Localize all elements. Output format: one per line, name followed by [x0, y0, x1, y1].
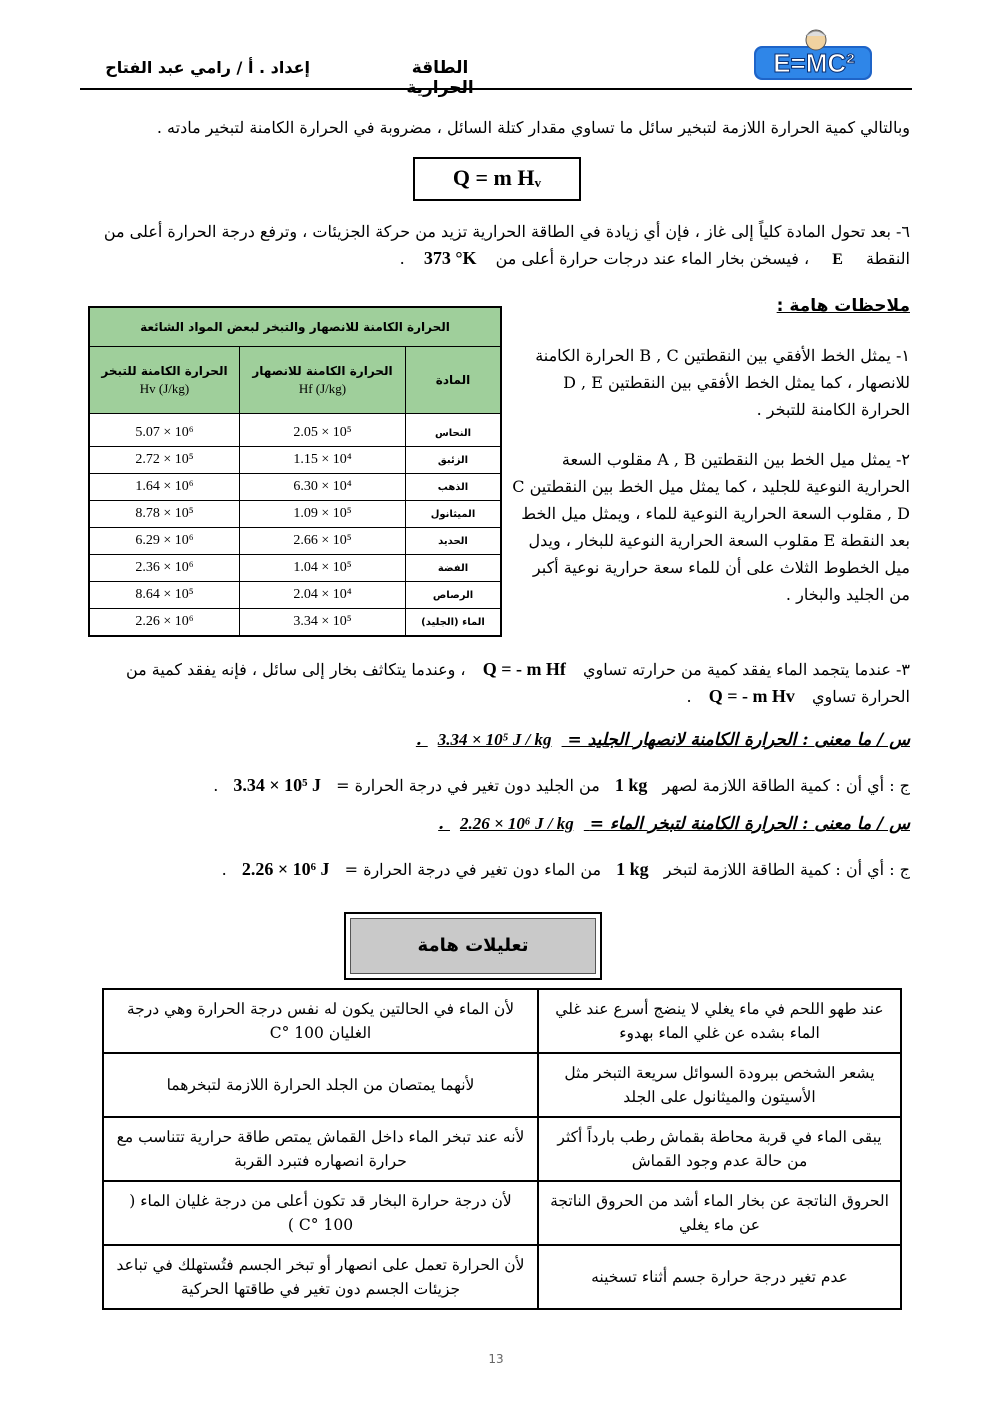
point-6-text: ٦- بعد تحول المادة كلياً إلى غاز ، فإن أي زيادة في الطاقة الحرارية تزيد من حركة الجزيئات ، وترفع درجة الحرارة أعلى من النقطة [103, 222, 910, 268]
cell-reason: لأنهما يمتصان من الجلد الحرارة اللازمة لتبخرهما [103, 1053, 538, 1117]
cell-phenomenon: عدم تغير درجة حرارة جسم أثناء تسخينه [538, 1245, 901, 1309]
einstein-emc2-logo [752, 28, 880, 84]
cell-fusion: 2.05 × 10⁵ [239, 414, 405, 447]
reasons-title: تعليلات هامة [350, 918, 596, 974]
intro-paragraph: وبالتالي كمية الحرارة اللازمة لتبخير سائل ما تساوي مقدار كتلة السائل ، مضروبة في الحرارة الكامنة لتبخير مادته . [156, 118, 910, 137]
cell-vapor: 5.07 × 10⁶ [89, 414, 239, 447]
cell-vapor: 2.36 × 10⁶ [89, 555, 239, 582]
table-row [89, 447, 501, 474]
reason-row [103, 1181, 901, 1245]
cell-material: النحاس [406, 414, 502, 447]
cell-material: الفضة [406, 555, 502, 582]
answer-1: ج : أي أن : كمية الطاقة اللازمة لصهر 1 kg من الجليد دون تغير في درجة الحرارة = 3.34 × 10⁵ J . [213, 775, 910, 795]
table-row [89, 528, 501, 555]
cell-material: الرصاص [406, 582, 502, 609]
header-divider [80, 88, 912, 90]
cell-material: الذهب [406, 474, 502, 501]
notes-title: ملاحظات هامة : [776, 296, 910, 316]
cell-fusion: 1.04 × 10⁵ [239, 555, 405, 582]
reasons-banner [344, 912, 602, 980]
note-2: ٢- يمثل ميل الخط بين النقطتين A , B مقلوب السعة الحرارية النوعية للجليد ، كما يمثل ميل الخط بين النقطتين C , D مقلوب السعة الحرارية النوعية للماء ، ويمثل ميل الخط بعد النقطة E مقلوب السعة الحرارية النوعية للبخار ، ويدل ميل الخطوط الثلاث على أن للماء سعة حرارية نوعية أكبر من الجليد والبخار . [512, 450, 910, 604]
table-row [89, 582, 501, 609]
cell-reason: لأنه عند تبخر الماء داخل القماش يمتص طاقة حرارية تتناسب مع حرارة انصهاره فتبرد القربة [103, 1117, 538, 1181]
table-row [89, 414, 501, 447]
header-material: المادة [406, 347, 502, 414]
question-1-value: 3.34 × 10⁵ J / kg [437, 730, 552, 749]
question-1-text: س / ما معنى : الحرارة الكامنة لانصهار الجليد = [567, 730, 910, 750]
header-fusion-unit: Hf (J/kg) [298, 381, 347, 396]
answer-1-rest: من الجليد دون تغير في درجة الحرارة = [336, 776, 600, 795]
answer-1-text: ج : أي أن : كمية الطاقة اللازمة لصهر [662, 776, 910, 795]
point-e: E [832, 251, 843, 268]
cell-phenomenon: الحروق الناتجة عن بخار الماء أشد من الحروق الناتجة عن ماء يغلي [538, 1181, 901, 1245]
table-row [89, 609, 501, 637]
cell-phenomenon: يشعر الشخص ببرودة السوائل سريعة التبخر مثل الأسيتون والميثانول على الجلد [538, 1053, 901, 1117]
cell-reason: لأن درجة حرارة البخار قد تكون أعلى من درجة غليان الماء ( 100 °C ) [103, 1181, 538, 1245]
question-2-value: 2.26 × 10⁶ J / kg [459, 814, 574, 833]
cell-vapor: 6.29 × 10⁶ [89, 528, 239, 555]
cell-phenomenon: يبقى الماء في قربة محاطة بقماش رطب بارداً أكثر من حالة عدم وجود القماش [538, 1117, 901, 1181]
cell-material: الزئبق [406, 447, 502, 474]
table-row [89, 474, 501, 501]
cell-phenomenon: عند طهو اللحم في ماء يغلي لا ينضج أسرع عند غلي الماء بشده عن غلي الماء بهدوء [538, 989, 901, 1053]
logo-text: E=MC² [773, 48, 855, 78]
note-3-formula-2: Q = - m Hv [708, 686, 795, 706]
header-vapor-unit: Hv (J/kg) [139, 381, 190, 396]
formula-box: Q = m Hᵥ [413, 157, 581, 201]
cell-vapor: 8.64 × 10⁵ [89, 582, 239, 609]
note-3-text-a: ٣- عندما يتجمد الماء يفقد كمية من حرارته تساوي [583, 660, 910, 679]
answer-2: ج : أي أن : كمية الطاقة اللازمة لتبخر 1 kg من الماء دون تغير في درجة الحرارة = 2.26 × 10⁶ J . [221, 859, 910, 879]
cell-fusion: 2.04 × 10⁴ [239, 582, 405, 609]
cell-material: الماء (الجليد) [406, 609, 502, 637]
reasons-body [103, 989, 901, 1309]
question-1: س / ما معنى : الحرارة الكامنة لانصهار الجليد = 3.34 × 10⁵ J / kg . [415, 730, 910, 750]
point-6-paragraph [100, 218, 910, 273]
cell-fusion: 6.30 × 10⁴ [239, 474, 405, 501]
point-6-text-2: ، فيسخن بخار الماء عند درجات حرارة أعلى من [495, 249, 810, 268]
logo [752, 28, 880, 84]
note-3 [100, 656, 910, 710]
cell-vapor: 2.26 × 10⁶ [89, 609, 239, 637]
header-fusion [239, 347, 405, 414]
cell-reason: لأن الماء في الحالتين يكون له نفس درجة الحرارة وهي درجة الغليان 100 °C [103, 989, 538, 1053]
temperature-value: 373 °K [423, 248, 477, 268]
header-author: إعداد . أ / رامي عبد الفتاح [105, 58, 310, 77]
reason-row [103, 1117, 901, 1181]
header-title: الطاقة الحرارية [406, 58, 474, 98]
header-fusion-label: الحرارة الكامنة للانصهار [252, 364, 393, 378]
cell-fusion: 2.66 × 10⁵ [239, 528, 405, 555]
note-3-end: . [686, 687, 692, 706]
cell-reason: لأن الحرارة تعمل على انصهار أو تبخر الجسم فتُستهلك في تباعد جزيئات الجسم دون تغير في طاقتها الحركية [103, 1245, 538, 1309]
table-row [89, 501, 501, 528]
cell-fusion: 1.15 × 10⁴ [239, 447, 405, 474]
answer-2-rest: من الماء دون تغير في درجة الحرارة = [344, 860, 602, 879]
cell-fusion: 3.34 × 10⁵ [239, 609, 405, 637]
cell-material: الميثانول [406, 501, 502, 528]
note-3-formula-1: Q = - m Hf [482, 659, 566, 679]
answer-2-value: 2.26 × 10⁶ J [241, 859, 330, 879]
answer-1-value: 3.34 × 10⁵ J [233, 775, 322, 795]
cell-material: الحديد [406, 528, 502, 555]
cell-fusion: 1.09 × 10⁵ [239, 501, 405, 528]
reasons-table [102, 988, 902, 1310]
header-vapor-label: الحرارة الكامنة للتبخر [101, 364, 228, 378]
note-1: ١- يمثل الخط الأفقي بين النقطتين B , C الحرارة الكامنة للانصهار ، كما يمثل الخط الأفقي بين النقطتين D , E الحرارة الكامنة للتبخر . [535, 346, 910, 419]
answer-2-mass: 1 kg [616, 859, 649, 879]
point-6-end: . [399, 249, 405, 268]
page-number: 13 [488, 1352, 504, 1366]
cell-vapor: 8.78 × 10⁵ [89, 501, 239, 528]
reason-row [103, 1053, 901, 1117]
question-2-text: س / ما معنى : الحرارة الكامنة لتبخر الماء = [589, 814, 910, 834]
note-3-text-b: ، وعندما يتكاثف بخار إلى سائل ، فإنه يفقد كمية من الحرارة تساوي [125, 660, 910, 706]
cell-vapor: 1.64 × 10⁶ [89, 474, 239, 501]
latent-heat-table [88, 306, 502, 637]
answer-1-mass: 1 kg [614, 775, 648, 795]
table-caption: الحرارة الكامنة للانصهار والتبخر لبعض المواد الشائعة [89, 307, 501, 347]
answer-2-text: ج : أي أن : كمية الطاقة اللازمة لتبخر [663, 860, 910, 879]
reason-row [103, 1245, 901, 1309]
question-2: س / ما معنى : الحرارة الكامنة لتبخر الماء = 2.26 × 10⁶ J / kg . [438, 814, 910, 834]
cell-vapor: 2.72 × 10⁵ [89, 447, 239, 474]
reason-row [103, 989, 901, 1053]
table-row [89, 555, 501, 582]
header-vapor [89, 347, 239, 414]
table-body [89, 414, 501, 637]
